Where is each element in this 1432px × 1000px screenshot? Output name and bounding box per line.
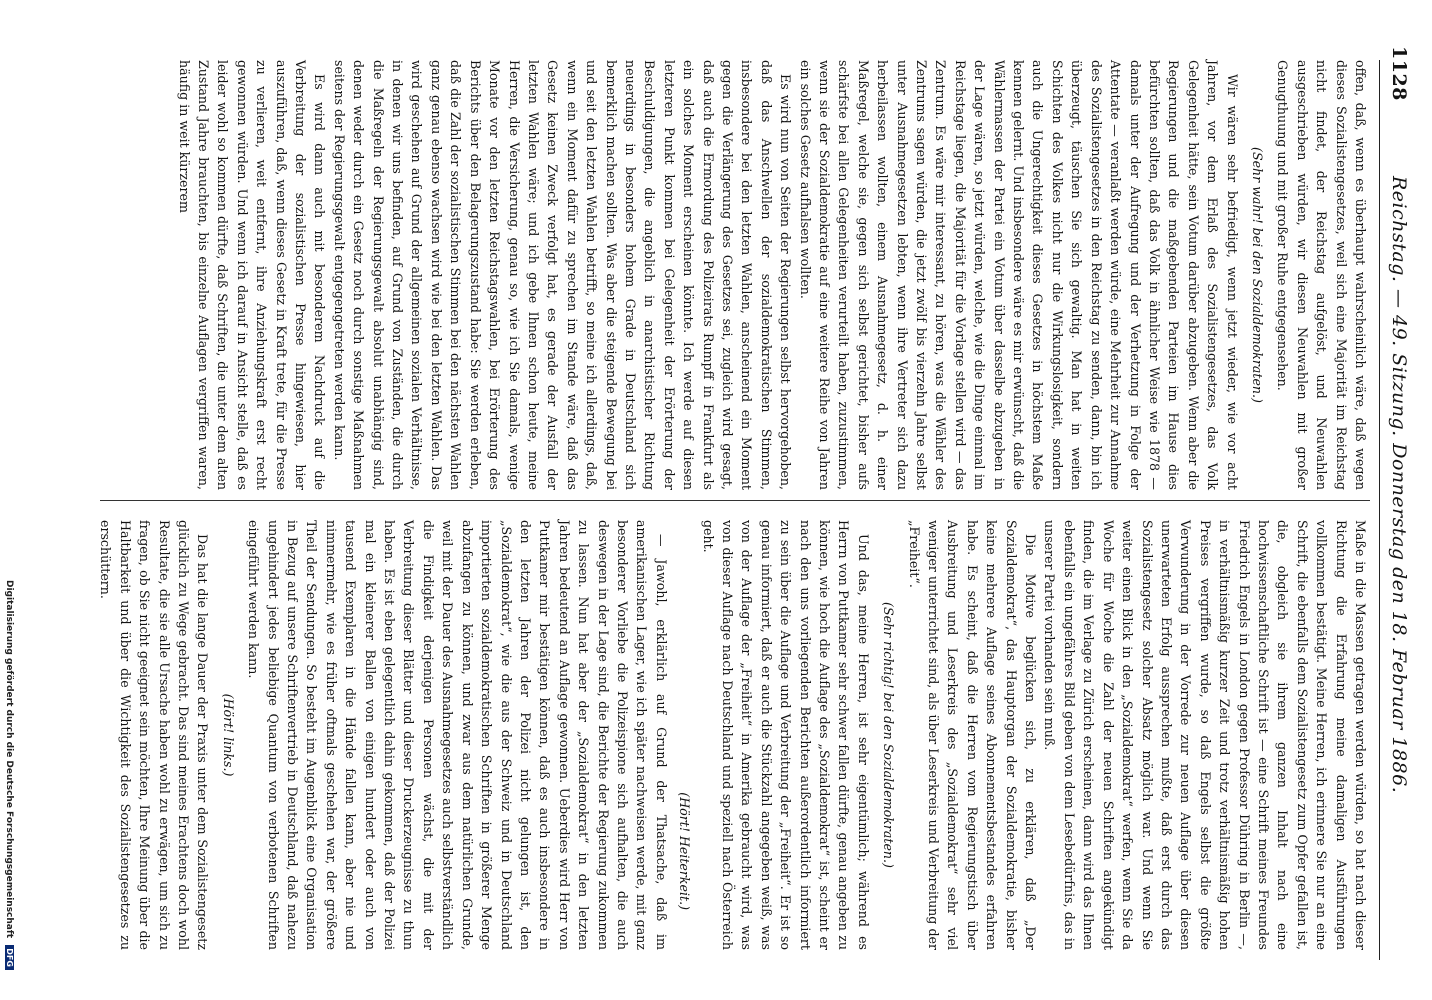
digitization-stamp	[0, 580, 14, 1000]
interjection: (Hört! links.)	[220, 693, 236, 777]
paragraph: Maße in die Massen getragen werden würden, so hat nach dieser Richtung die Erfahrung meine damaligen Ausführungen vollkommen bestätigt. Meine Herren, ich erinnere Sie nur an eine Schrift, die ebenfalls dem Sozialistengesetz zum Opfer gefallen ist, die, obgleich sie ihrem ganzen Inhalt nach eine hochwissenschaftliche Schrift ist — eine Schrift meines Freundes Friedrich Engels in London gegen Professor Dühring in Berlin —, in verhältnismäßig kurzer Zeit und trotz verhältnismäßig hohen Preises vergriffen wurde, so daß Engels selbst die größte Verwunderung in der Vorrede zur neuen Auflage über diesen unerwarteten Erfolg aussprechen mußte, daß erst durch das Sozialistengesetz solcher Absatz möglich war. Und wenn Sie weiter einen Blick in den „Sozialdemokrat“ werfen, wenn Sie da Woche für Woche die Zahl der neuen Schriften angekündigt finden, die im Verlage zu Zürich erscheinen, dann wird das Ihnen ebenfalls ein ungefähres Bild geben von dem Lesebedürfnis, das in unserer Partei vorhanden sein muß.	[1042, 520, 1368, 950]
interjection: (Sehr richtig! bei den Sozialdemokraten.)	[881, 602, 897, 868]
paragraph: Wir wären sehr befriedigt, wenn jetzt wieder, wie vor acht Jahren, vor dem Erlaß des Sozialistengesetzes, das Volk Gelegenheit hätte, sein Votum darüber abzugeben. Wenn aber die Regierungen und die maßgebenden Parteien im Hause dies befürchten sollten, daß das Volk in ähnlicher Weise wie 1878 — damals unter der Aufregung und der Verhetzung in Folge der Attentate — veranlaßt werden würde, eine Mehrheit zur Annahme des Sozialistengesetzes in den Reichstag zu senden, dann, bin ich überzeugt, täuschen Sie sich gewaltig. Man hat in weiten Schichten des Volkes nicht nur die Wirkungslosigkeit, sondern auch die Ungerechtigkeit dieses Gesetzes in höchstem Maße kennen gelernt. Und insbesondere wäre es mir erwünscht, daß die Wählermassen der Partei ein Votum über dasselbe abzugeben in der Lage wären, so jetzt würden, welche, wie die Dinge einmal im Reichstage liegen, die Majorität für die Vorlage stellen wird — das Zentrum. Es wäre mir interessant, zu hören, was die Wähler des Zentrums sagen würden, die jetzt zwölf bis vierzehn Jahre selbst unter Ausnahmegesetzen lebten, wenn ihre Vertreter sich dazu herbeilassen wollten, einem Ausnahmegesetz, d. h. einer Maßregel, welche sie, gegen sich selbst gerichtet, bisher aufs schärfste bei allen Gelegenheiten verurteilt haben, zuzustimmen, wenn sie der Sozialdemokratie auf eine weitere Reihe von Jahren ein solches Gesetz aufhalsen wollten.	[797, 60, 1240, 490]
dfg-logo: DFG	[5, 945, 14, 970]
paragraph: Und das, meine Herren, ist sehr eigentümlich; während es Herrn von Puttkamer sehr schwer fallen dürfte, genau angeben zu können, wie hoch die Auflage des „Sozialdemokrat“ ist, scheint er nach den uns vorliegenden Berichten außerordentlich informiert zu sein über die Auflage und Verbreitung der „Freiheit“. Er ist so genau informiert, daß er auch die Stückzahl angegeben weiß, was von der Auflage der „Freiheit“ in Amerika gebraucht wird, was von dieser Auflage nach Deutschland und speziell nach Österreich geht.	[700, 520, 871, 950]
interjection: (Hört! Heiterkeit.)	[677, 792, 693, 910]
running-title: Reichstag. — 49. Sitzung. Donnerstag den 18. Februar 1886.	[1388, 176, 1410, 794]
column-divider	[100, 500, 1370, 501]
page-number: 1128	[1388, 46, 1410, 101]
header-rule	[1379, 60, 1380, 960]
interjection: (Sehr wahr! bei den Sozialdemokraten.)	[1249, 147, 1265, 403]
paragraph: Es wird dann auch mit besonderem Nachdruck auf die Verbreitung der sozialistischen Presse hingewiesen, hier auszuführen, daß, wenn dieses Gesetz in Kraft trete, für die Presse zu verlieren, weit entfernt, ihre Anziehungskraft erst recht gewonnen würden. Und wenn ich darauf in Ansicht stelle, daß es leider wohl so kommen dürfte, daß Schriften, die unter dem alten Zustand Jahre brauchten, bis einzelne Auflagen vergriffen waren, häufig in weit kürzerem	[176, 60, 328, 490]
paragraph: Es wird nun von Seiten der Regierungen selbst hervorgehoben, daß das Anschwellen der sozialdemokratischen Stimmen, insbesondere bei den letzten Wahlen, anscheinend ein Moment gegen die Verlängerung des Gesetzes sei, zugleich wird gesagt, daß auch die Ermordung des Polizeirats Rumpff in Frankfurt als ein solches Moment erscheinen könnte. Ich werde auf diesen letzteren Punkt kommen bei Gelegenheit der Erörterung der Beschuldigungen, die angeblich in anarchistischer Richtung neuerdings in besonders hohem Grade in Deutschland sich bemerklich machen sollten. Was aber die steigende Bewegung bei und seit den letzten Wahlen betrifft, so meine ich allerdings, daß, wenn ein Moment dafür zu sprechen im Stande wäre, daß das Gesetz keinen Zweck verfolgt hat, es gerade der Ausfall der letzten Wahlen wäre; und ich gebe Ihnen schon heute, meine Herren, die Versicherung, genau so, wie ich Sie damals, wenige Monate vor den letzten Reichstagswahlen, bei Erörterung des Berichts über den Belagerungszustand habe: Sie werden erleben, daß die Zahl der sozialistischen Stimmen bei den nächsten Wahlen ganz genau ebenso wachsen wird wie bei den letzten Wahlen. Das wird geschehen auf Grund der allgemeinen sozialen Verhältnisse, in denen wir uns befinden, auf Grund von Zuständen, die durch die Maßregeln der Regierungsgewalt absolut unabhängig sind, denen weder durch ein Gesetz noch durch sonstige Maßnahmen seitens der Regierungsgewalt entgegengetreten werden kann.	[331, 60, 794, 490]
page-header	[1384, 46, 1414, 960]
right-column	[96, 520, 1370, 950]
paragraph: Die Motive beglücken sich, zu erklären, daß „Der Sozialdemokrat“, das Hauptorgan der Sozialdemokratie, bisher keine mehrere Auflage seines Abonnementsbestandes erfahren habe. Es scheint, daß die Herren vom Regierungstisch über Ausbreitung und Leserkreis des „Sozialdemokrat“ sehr viel weniger unterrichtet sind, als über Leserkreis und Verbreitung der „Freiheit“.	[906, 520, 1039, 950]
left-column	[174, 60, 1370, 490]
digitization-note: Digitalisierung gefördert durch die Deutsche Forschungsgemeinschaft	[4, 580, 14, 939]
paragraph: offen, daß, wenn es überhaupt wahrscheinlich wäre, daß wegen dieses Sozialistengesetzes, weil sich eine Majorität im Reichstag nicht findet, der Reichstag aufgelöst, und Neuwahlen ausgeschrieben würden, wir diesen Neuwahlen mit großer Genugthuung und mit großer Ruhe entgegensehen.	[1275, 60, 1368, 490]
paragraph: Das hat die lange Dauer der Praxis unter dem Sozialistengesetz glücklich zu Wege gebracht. Das sind meines Erachtens doch wohl Resultate, die sie alle Ursache haben wohl zu erwägen, um sich zu fragen, ob Sie nicht geeignet sein möchten, Ihre Meinung über die Haltbarkeit und über die Wichtigkeit des Sozialistengesetzes zu erschüttern.	[98, 520, 211, 950]
paragraph: — Jawohl, erklärlich auf Grund der Thatsache, daß im amerikanischen Lager, wie ich später nachweisen werde, mit ganz besonderer Vorliebe die Polizeispione sich aufhalten, die auch deswegen in der Lage sind, die Berichte der Regierung zukommen zu lassen. Nun hat aber der „Sozialdemokrat“ in den letzten Jahren bedeutend an Auflage gewonnen. Ueberdies wird Herr von Puttkamer mir bestätigen können, daß es auch insbesondere in den letzten Jahren der Polizei nicht gelungen ist, den „Sozialdemokrat“, wie die aus der Schweiz und in Deutschland importierten sozialdemokratischen Schriften in größerer Menge abzufangen zu können, und zwar aus dem natürlichen Grunde, weil mit der Dauer des Ausnahmegesetzes auch selbstverständlich die Findigkeit derjenigen Personen wächst, die mit der Verbreitung dieser Blätter und dieser Druckerzeugnisse zu thun haben. Es ist eben gelegentlich dahin gekommen, daß der Polizei mal ein kleinerer Ballen von einigen hundert oder auch von tausend Exemplaren in die Hände fallen kann, aber nie und nimmermehr, wie es früher oftmals geschehen war, der größere Theil der Sendungen. So besteht im Augenblick eine Organisation in Bezug auf unsere Schriftenvertrieb in Deutschland, daß nahezu ungehindert jedes beliebige Quantum von verbotenen Schriften eingeführt werden kann.	[246, 520, 669, 950]
